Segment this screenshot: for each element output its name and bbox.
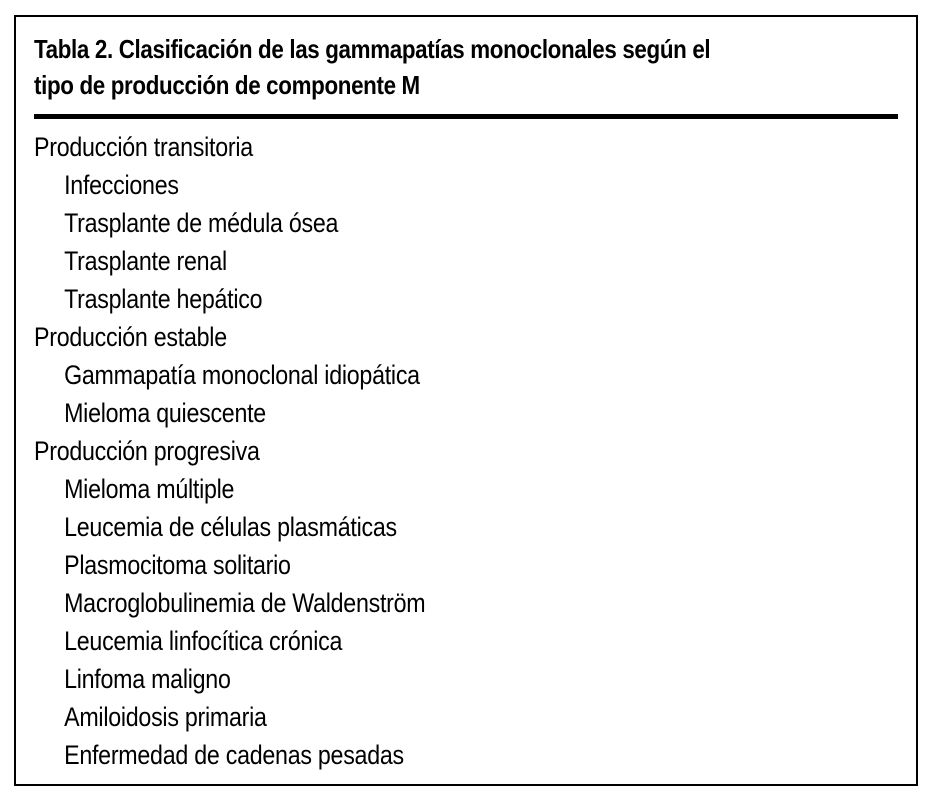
list-item: Enfermedad de cadenas pesadas bbox=[64, 740, 404, 770]
list-item: Mieloma múltiple bbox=[64, 474, 235, 504]
table-title-line-1: Tabla 2. Clasificación de las gammapatías monoclonales según el bbox=[34, 34, 711, 64]
title-divider bbox=[34, 114, 898, 119]
list-item: Trasplante de médula ósea bbox=[64, 208, 339, 238]
list-item: Leucemia linfocítica crónica bbox=[64, 626, 343, 656]
list-item: Leucemia de células plasmáticas bbox=[64, 512, 397, 542]
list-item: Macroglobulinemia de Waldenström bbox=[64, 588, 426, 618]
table-title-line-2: tipo de producción de componente M bbox=[34, 70, 420, 100]
list-item: Amiloidosis primaria bbox=[64, 702, 267, 732]
list-item: Mieloma quiescente bbox=[64, 398, 266, 428]
list-item: Plasmocitoma solitario bbox=[64, 550, 291, 580]
category-heading: Producción progresiva bbox=[34, 436, 260, 466]
list-item: Infecciones bbox=[64, 170, 179, 200]
list-item: Gammapatía monoclonal idiopática bbox=[64, 360, 420, 390]
list-item: Linfoma maligno bbox=[64, 664, 231, 694]
classification-list bbox=[34, 128, 489, 774]
list-item: Trasplante renal bbox=[64, 246, 227, 276]
category-heading: Producción estable bbox=[34, 322, 227, 352]
category-heading: Producción transitoria bbox=[34, 132, 253, 162]
table-frame bbox=[14, 15, 918, 786]
list-item: Trasplante hepático bbox=[64, 284, 263, 314]
table-title bbox=[34, 31, 774, 103]
